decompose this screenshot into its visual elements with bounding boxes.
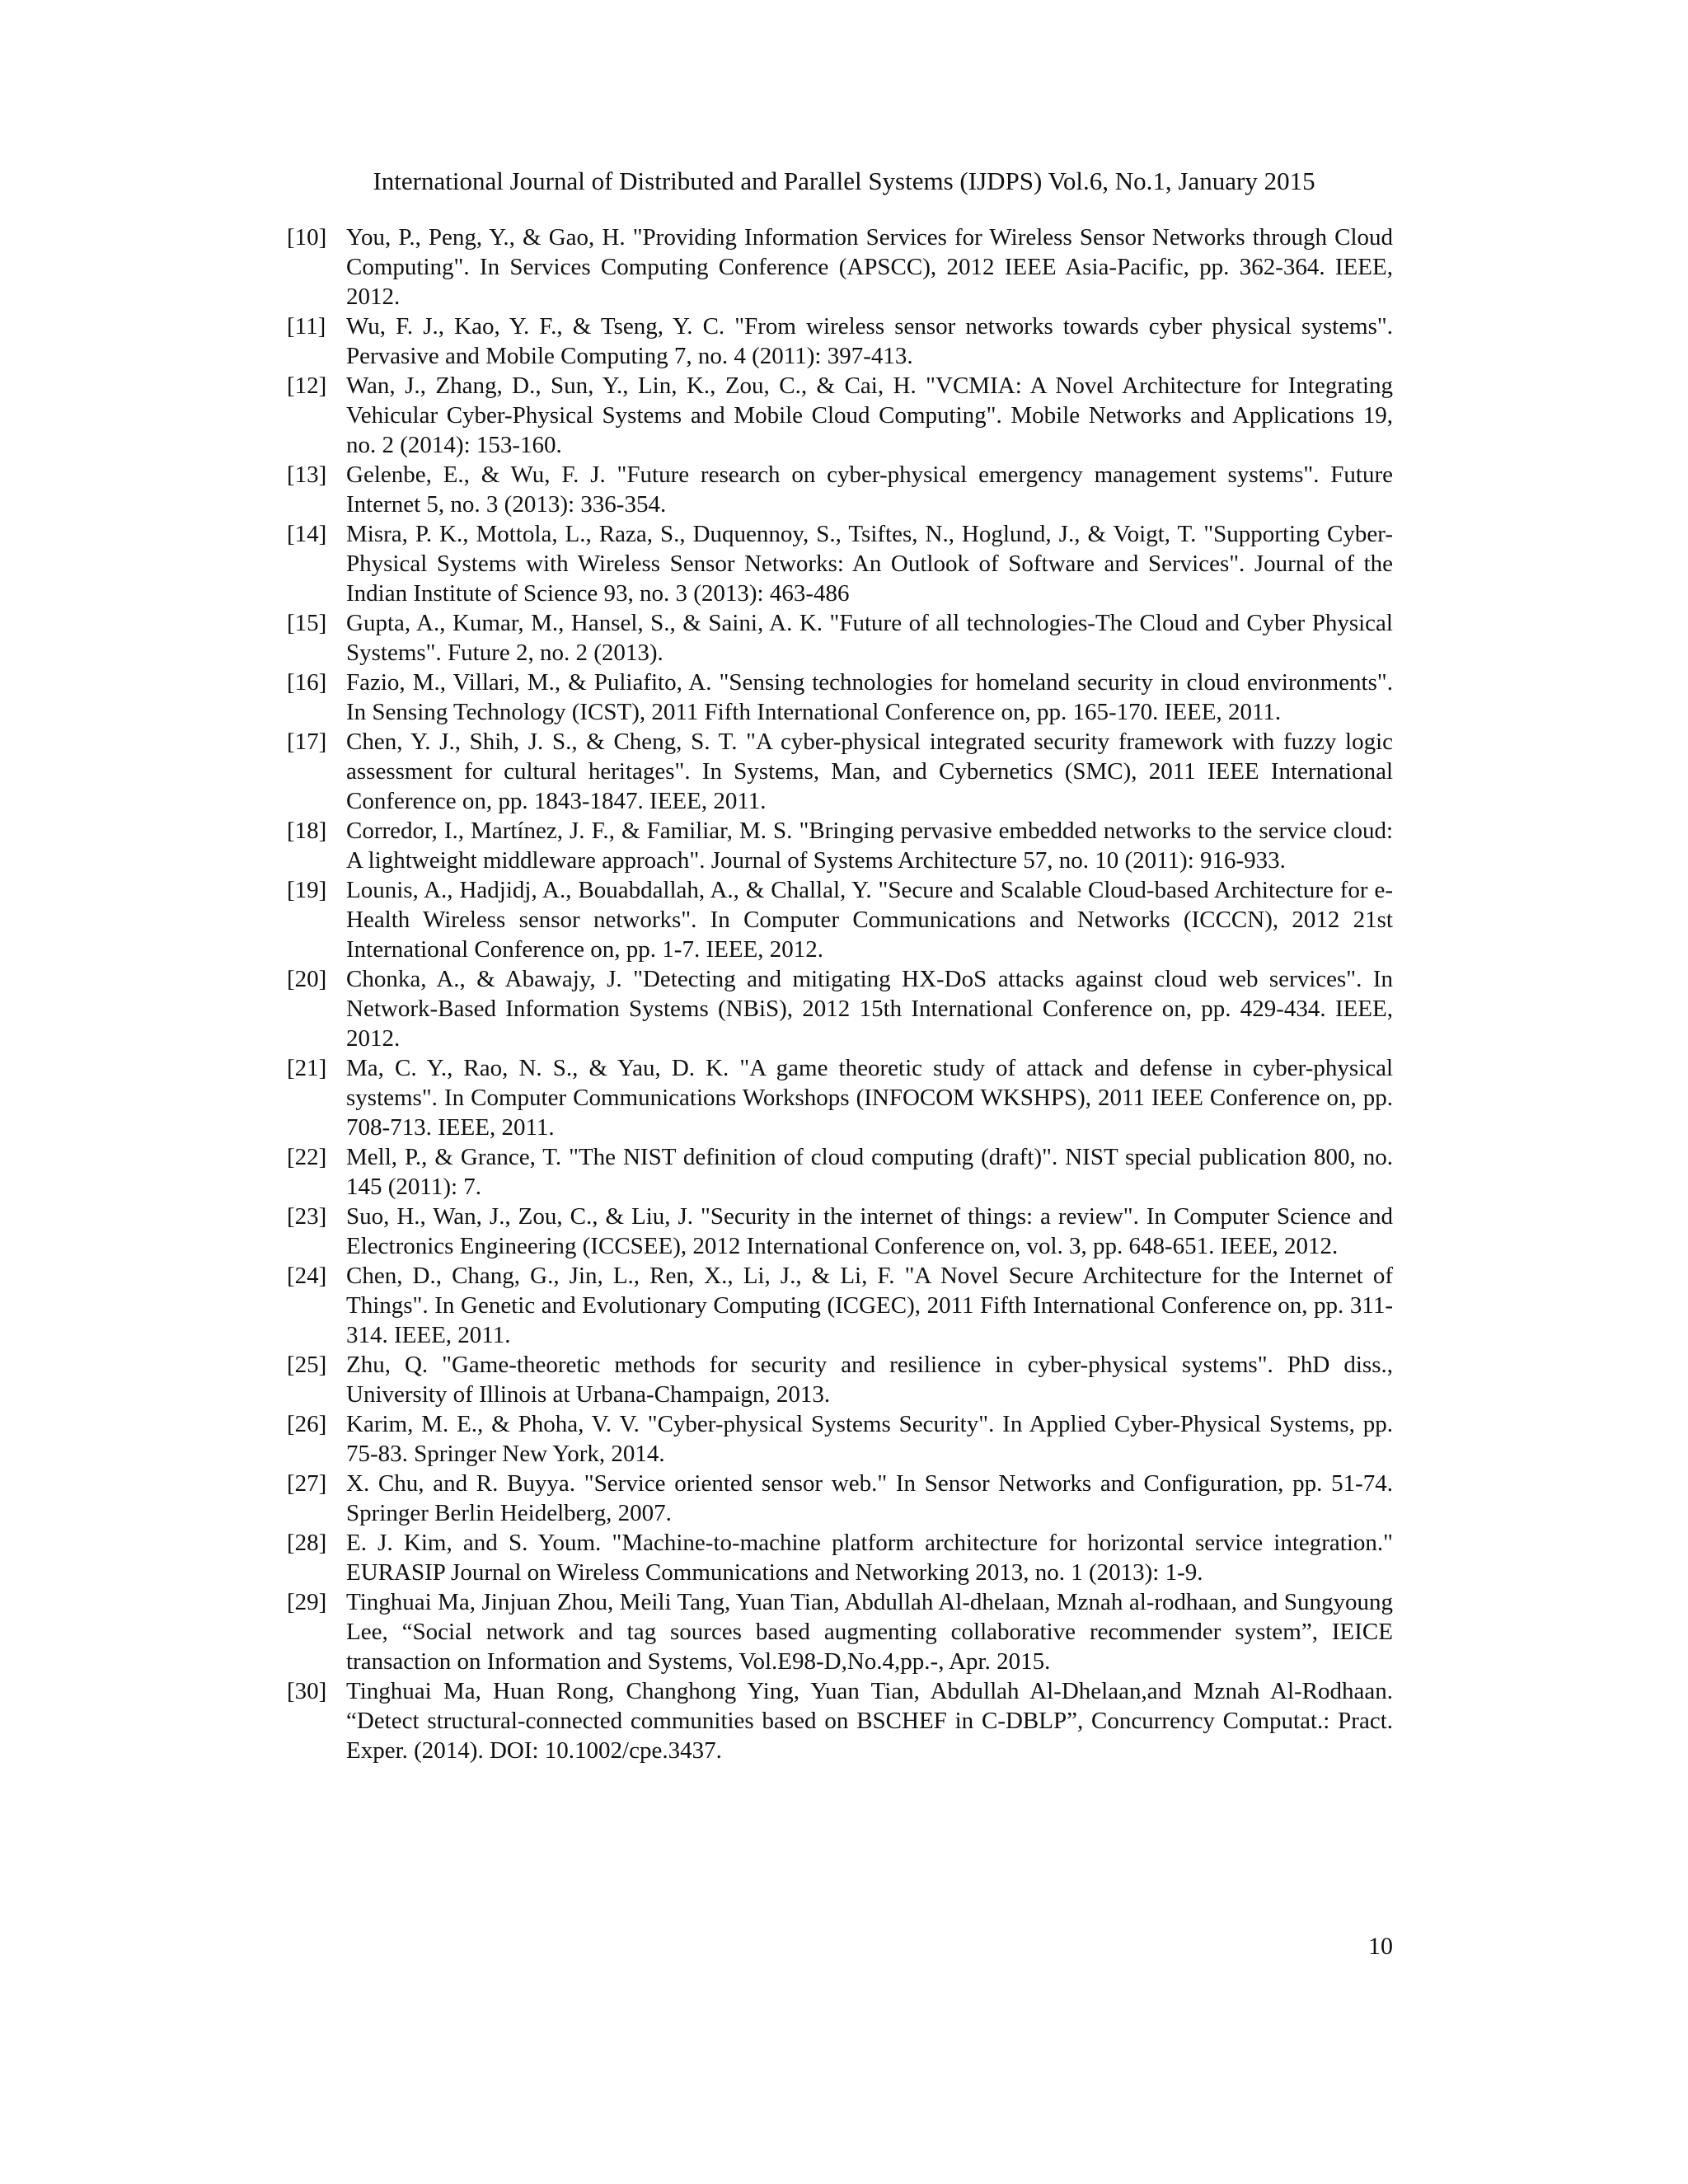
reference-number: [13] [287, 462, 327, 488]
reference-text: Fazio, M., Villari, M., & Puliafito, A. "Sensing technologies for homeland security in cloud environments". In Sensing Technology (ICST), 2011 Fifth International Conference on, pp. 165-170. IEEE, 2011. [346, 669, 1393, 725]
reference-text: Lounis, A., Hadjidj, A., Bouabdallah, A., & Challal, Y. "Secure and Scalable Cloud-based Architecture for e-Health Wireless sensor networks". In Computer Communications and Networks (ICCCN), 2012 21st International Conference on, pp. 1-7. IEEE, 2012. [346, 877, 1393, 963]
reference-number: [12] [287, 373, 327, 399]
page-number: 10 [1368, 1933, 1393, 1960]
reference-number: [11] [287, 313, 326, 340]
reference-item [287, 1528, 1393, 1587]
reference-number: [28] [287, 1530, 327, 1556]
reference-text: X. Chu, and R. Buyya. "Service oriented sensor web." In Sensor Networks and Configuration, pp. 51-74. Springer Berlin Heidelberg, 2007. [346, 1470, 1393, 1526]
reference-number: [19] [287, 877, 327, 903]
reference-item [287, 1350, 1393, 1409]
reference-number: [30] [287, 1678, 327, 1704]
reference-item [287, 1053, 1393, 1142]
reference-number: [17] [287, 729, 327, 755]
reference-text: Corredor, I., Martínez, J. F., & Familiar, M. S. "Bringing pervasive embedded networks to the service cloud: A lightweight middleware approach". Journal of Systems Architecture 57, no. 10 (2011): 916-933. [346, 818, 1393, 874]
reference-text: Karim, M. E., & Phoha, V. V. "Cyber-physical Systems Security". In Applied Cyber-Physical Systems, pp. 75-83. Springer New York, 2014. [346, 1411, 1393, 1467]
reference-text: Suo, H., Wan, J., Zou, C., & Liu, J. "Security in the internet of things: a review". In Computer Science and Electronics Engineering (ICCSEE), 2012 International Conference on, vol. 3, pp. 648-651. IEEE, 2012. [346, 1203, 1393, 1259]
reference-item [287, 312, 1393, 371]
reference-number: [26] [287, 1411, 327, 1437]
reference-number: [14] [287, 521, 327, 547]
reference-item [287, 1202, 1393, 1261]
reference-item [287, 727, 1393, 816]
reference-item [287, 1469, 1393, 1528]
reference-item [287, 1587, 1393, 1676]
reference-number: [23] [287, 1203, 327, 1230]
reference-item [287, 1261, 1393, 1350]
reference-item [287, 816, 1393, 875]
reference-text: Gupta, A., Kumar, M., Hansel, S., & Saini, A. K. "Future of all technologies-The Cloud and Cyber Physical Systems". Future 2, no. 2 (2013). [346, 610, 1393, 666]
reference-text: Tinghuai Ma, Jinjuan Zhou, Meili Tang, Yuan Tian, Abdullah Al-dhelaan, Mznah al-rodhaan, and Sungyoung Lee, “Social network and tag sources based augmenting collaborative recommender system”, IEICE transaction on Information and Systems, Vol.E98-D,No.4,pp.-, Apr. 2015. [346, 1589, 1393, 1675]
reference-item [287, 668, 1393, 727]
reference-text: Tinghuai Ma, Huan Rong, Changhong Ying, Yuan Tian, Abdullah Al-Dhelaan,and Mznah Al-Rodhaan. “Detect structural-connected communities based on BSCHEF in C-DBLP”, Concurrency Computat.: Pract. Exper. (2014). DOI: 10.1002/cpe.3437. [346, 1678, 1393, 1764]
reference-item [287, 608, 1393, 668]
reference-text: You, P., Peng, Y., & Gao, H. "Providing Information Services for Wireless Sensor Networks through Cloud Computing". In Services Computing Conference (APSCC), 2012 IEEE Asia-Pacific, pp. 362-364. IEEE, 2012. [346, 224, 1393, 310]
reference-text: Mell, P., & Grance, T. "The NIST definition of cloud computing (draft)". NIST special publication 800, no. 145 (2011): 7. [346, 1144, 1393, 1200]
reference-text: Chonka, A., & Abawajy, J. "Detecting and mitigating HX-DoS attacks against cloud web services". In Network-Based Information Systems (NBiS), 2012 15th International Conference on, pp. 429-434. IEEE, 2012. [346, 966, 1393, 1052]
reference-text: Gelenbe, E., & Wu, F. J. "Future research on cyber-physical emergency management systems". Future Internet 5, no. 3 (2013): 336-354. [346, 462, 1393, 518]
reference-text: Misra, P. K., Mottola, L., Raza, S., Duquennoy, S., Tsiftes, N., Hoglund, J., & Voigt, T. "Supporting Cyber-Physical Systems with Wireless Sensor Networks: An Outlook of Software and Services". Journal of the Indian Institute of Science 93, no. 3 (2013): 463-486 [346, 521, 1393, 607]
reference-text: Wu, F. J., Kao, Y. F., & Tseng, Y. C. "From wireless sensor networks towards cyber physical systems". Pervasive and Mobile Computing 7, no. 4 (2011): 397-413. [346, 313, 1393, 369]
reference-list [287, 223, 1393, 1765]
reference-text: Ma, C. Y., Rao, N. S., & Yau, D. K. "A game theoretic study of attack and defense in cyber-physical systems". In Computer Communications Workshops (INFOCOM WKSHPS), 2011 IEEE Conference on, pp. 708-713. IEEE, 2011. [346, 1055, 1393, 1141]
running-header: International Journal of Distributed and Parallel Systems (IJDPS) Vol.6, No.1, January 2015 [373, 166, 1315, 195]
reference-item [287, 371, 1393, 460]
reference-item [287, 964, 1393, 1053]
reference-item [287, 519, 1393, 608]
reference-number: [18] [287, 818, 327, 844]
reference-item [287, 875, 1393, 964]
reference-item [287, 1142, 1393, 1202]
reference-number: [29] [287, 1589, 327, 1615]
reference-item [287, 1676, 1393, 1765]
reference-item [287, 1409, 1393, 1469]
reference-number: [20] [287, 966, 327, 992]
reference-number: [15] [287, 610, 327, 636]
reference-number: [24] [287, 1263, 327, 1289]
reference-number: [25] [287, 1352, 327, 1378]
reference-text: Wan, J., Zhang, D., Sun, Y., Lin, K., Zou, C., & Cai, H. "VCMIA: A Novel Architecture for Integrating Vehicular Cyber-Physical Systems and Mobile Cloud Computing". Mobile Networks and Applications 19, no. 2 (2014): 153-160. [346, 373, 1393, 458]
reference-text: Chen, D., Chang, G., Jin, L., Ren, X., Li, J., & Li, F. "A Novel Secure Architecture for the Internet of Things". In Genetic and Evolutionary Computing (ICGEC), 2011 Fifth International Conference on, pp. 311-314. IEEE, 2011. [346, 1263, 1393, 1348]
reference-text: E. J. Kim, and S. Youm. "Machine-to-machine platform architecture for horizontal service integration." EURASIP Journal on Wireless Communications and Networking 2013, no. 1 (2013): 1-9. [346, 1530, 1393, 1586]
reference-number: [10] [287, 224, 327, 251]
reference-item [287, 460, 1393, 519]
reference-number: [21] [287, 1055, 327, 1081]
reference-text: Chen, Y. J., Shih, J. S., & Cheng, S. T. "A cyber-physical integrated security framework with fuzzy logic assessment for cultural heritages". In Systems, Man, and Cybernetics (SMC), 2011 IEEE International Conference on, pp. 1843-1847. IEEE, 2011. [346, 729, 1393, 814]
reference-text: Zhu, Q. "Game-theoretic methods for security and resilience in cyber-physical systems". PhD diss., University of Illinois at Urbana-Champaign, 2013. [346, 1352, 1393, 1408]
reference-item [287, 223, 1393, 312]
reference-number: [16] [287, 669, 327, 696]
reference-number: [27] [287, 1470, 327, 1497]
reference-number: [22] [287, 1144, 327, 1170]
